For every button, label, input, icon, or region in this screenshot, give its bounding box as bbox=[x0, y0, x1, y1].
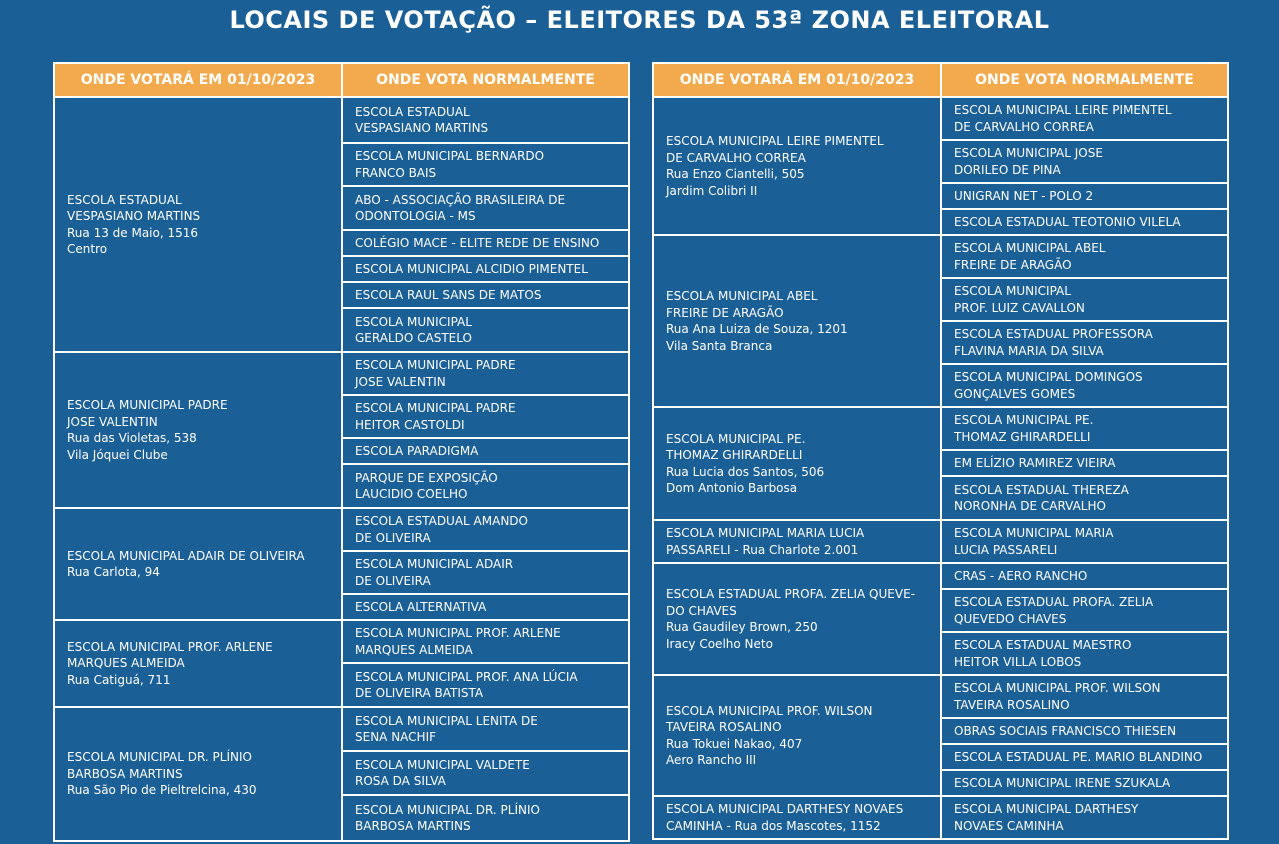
text-line: UNIGRAN NET - POLO 2 bbox=[954, 188, 1094, 203]
table-row bbox=[54, 508, 629, 551]
usual-location-cell bbox=[342, 464, 629, 508]
table-row bbox=[653, 563, 1228, 589]
text-line: DE OLIVEIRA BATISTA bbox=[355, 686, 484, 700]
header-where-vote: ONDE VOTARÁ EM 01/10/2023 bbox=[653, 63, 941, 97]
text-line: MARQUES ALMEIDA bbox=[67, 656, 185, 671]
usual-location-cell bbox=[342, 256, 629, 282]
text-line: ESCOLA MUNICIPAL BERNARDO bbox=[355, 149, 545, 163]
table-row bbox=[653, 235, 1228, 278]
table-body bbox=[54, 97, 629, 841]
usual-location-cell bbox=[342, 795, 629, 841]
usual-location-cell bbox=[342, 282, 629, 308]
text-line: NORONHA DE CARVALHO bbox=[954, 499, 1106, 513]
text-line: ESCOLA ESTADUAL bbox=[67, 192, 182, 207]
text-line: Centro bbox=[67, 242, 108, 256]
text-line: JOSE VALENTIN bbox=[67, 414, 158, 429]
text-line: ESCOLA MUNICIPAL DR. PLÍNIO bbox=[67, 750, 252, 765]
header-row bbox=[653, 63, 1228, 97]
text-line: BARBOSA MARTINS bbox=[355, 819, 471, 833]
usual-location-cell bbox=[941, 209, 1228, 235]
text-line: ESCOLA MUNICIPAL DR. PLÍNIO bbox=[355, 802, 540, 817]
text-line: ESCOLA MUNICIPAL bbox=[954, 284, 1071, 298]
text-line: ESCOLA PARADIGMA bbox=[355, 443, 479, 458]
table-row bbox=[54, 707, 629, 751]
text-line: ESCOLA MUNICIPAL ADAIR DE OLIVEIRA bbox=[67, 548, 305, 563]
text-line: ESCOLA ESTADUAL PROFESSORA bbox=[954, 327, 1153, 341]
text-line: ESCOLA MUNICIPAL PROF. WILSON bbox=[954, 681, 1161, 695]
text-line: ROSA DA SILVA bbox=[355, 774, 446, 788]
text-line: ESCOLA ESTADUAL PROFA. ZELIA QUEVE- bbox=[666, 587, 915, 601]
text-line: TAVEIRA ROSALINO bbox=[666, 720, 782, 734]
text-line: HEITOR VILLA LOBOS bbox=[954, 654, 1082, 669]
text-line: ESCOLA MUNICIPAL PADRE bbox=[355, 401, 516, 415]
text-line: ESCOLA MUNICIPAL DARTHESY bbox=[954, 802, 1139, 816]
voting-location-cell bbox=[653, 796, 941, 839]
text-line: ESCOLA MUNICIPAL DARTHESY NOVAES bbox=[666, 802, 904, 816]
usual-location-cell bbox=[941, 632, 1228, 675]
text-line: Aero Rancho III bbox=[666, 753, 757, 767]
usual-location-cell bbox=[941, 235, 1228, 278]
usual-location-cell bbox=[941, 589, 1228, 632]
text-line: SENA NACHIF bbox=[355, 730, 437, 744]
text-line: ESCOLA RAUL SANS DE MATOS bbox=[355, 287, 542, 302]
header-where-vote: ONDE VOTARÁ EM 01/10/2023 bbox=[54, 63, 342, 97]
text-line: ESCOLA ESTADUAL TEOTONIO VILELA bbox=[954, 214, 1181, 229]
text-line: THOMAZ GHIRARDELLI bbox=[666, 448, 803, 462]
voting-location-cell bbox=[54, 620, 342, 707]
usual-location-cell bbox=[342, 707, 629, 751]
text-line: GERALDO CASTELO bbox=[355, 331, 472, 345]
voting-location-cell bbox=[54, 97, 342, 352]
text-line: ESCOLA ESTADUAL MAESTRO bbox=[954, 638, 1132, 652]
text-line: Rua 13 de Maio, 1516 bbox=[67, 225, 199, 240]
text-line: DE OLIVEIRA bbox=[355, 530, 431, 545]
text-line: ESCOLA MUNICIPAL PADRE bbox=[355, 358, 516, 372]
text-line: ESCOLA MUNICIPAL MARIA bbox=[954, 526, 1114, 540]
usual-location-cell bbox=[342, 186, 629, 230]
table-row bbox=[54, 620, 629, 663]
text-line: DE OLIVEIRA bbox=[355, 573, 431, 588]
text-line: ESCOLA MUNICIPAL PADRE bbox=[67, 398, 228, 412]
voting-location-cell bbox=[653, 97, 941, 235]
text-line: VESPASIANO MARTINS bbox=[67, 209, 201, 223]
usual-location-cell bbox=[941, 718, 1228, 744]
text-line: JOSE VALENTIN bbox=[355, 374, 446, 389]
text-line: DE CARVALHO CORREA bbox=[666, 150, 806, 165]
text-line: ESCOLA MUNICIPAL ALCIDIO PIMENTEL bbox=[355, 261, 588, 276]
text-line: PROF. LUIZ CAVALLON bbox=[954, 300, 1085, 315]
text-line: ESCOLA MUNICIPAL IRENE SZUKALA bbox=[954, 775, 1171, 790]
voting-location-cell bbox=[653, 675, 941, 796]
usual-location-cell bbox=[342, 594, 629, 620]
usual-location-cell bbox=[941, 796, 1228, 839]
text-line: Rua Catiguá, 711 bbox=[67, 672, 171, 687]
text-line: FREIRE DE ARAGÃO bbox=[666, 305, 784, 320]
voting-location-cell bbox=[653, 563, 941, 675]
usual-location-cell bbox=[941, 97, 1228, 140]
usual-location-cell bbox=[941, 407, 1228, 450]
text-line: DE CARVALHO CORREA bbox=[954, 119, 1094, 134]
usual-location-cell bbox=[941, 770, 1228, 796]
usual-location-cell bbox=[342, 551, 629, 594]
text-line: LAUCIDIO COELHO bbox=[355, 487, 468, 501]
text-line: FLAVINA MARIA DA SILVA bbox=[954, 343, 1104, 358]
text-line: ESCOLA MUNICIPAL LENITA DE bbox=[355, 713, 538, 728]
usual-location-cell bbox=[941, 364, 1228, 407]
text-line: Rua Ana Luiza de Souza, 1201 bbox=[666, 322, 848, 336]
table-row bbox=[54, 97, 629, 143]
text-line: HEITOR CASTOLDI bbox=[355, 417, 465, 432]
voting-location-cell bbox=[54, 707, 342, 841]
text-line: Rua Enzo Ciantelli, 505 bbox=[666, 167, 805, 181]
text-line: ESCOLA MUNICIPAL DOMINGOS bbox=[954, 370, 1143, 384]
text-line: FREIRE DE ARAGÃO bbox=[954, 257, 1072, 272]
text-line: ESCOLA MUNICIPAL ABEL bbox=[666, 289, 818, 303]
text-line: Rua Tokuei Nakao, 407 bbox=[666, 736, 803, 751]
page-title: LOCAIS DE VOTAÇÃO – ELEITORES DA 53ª ZONA ELEITORAL bbox=[229, 6, 1050, 34]
text-line: TAVEIRA ROSALINO bbox=[954, 697, 1070, 712]
text-line: COLÉGIO MACE - ELITE REDE DE ENSINO bbox=[355, 235, 600, 250]
text-line: PASSARELI - Rua Charlote 2.001 bbox=[666, 542, 859, 557]
usual-location-cell bbox=[342, 230, 629, 256]
text-line: Vila Santa Branca bbox=[666, 338, 773, 353]
usual-location-cell bbox=[342, 143, 629, 186]
text-line: PARQUE DE EXPOSIÇÃO bbox=[355, 470, 498, 485]
text-line: CAMINHA - Rua dos Mascotes, 1152 bbox=[666, 818, 881, 833]
usual-location-cell bbox=[342, 438, 629, 464]
text-line: ODONTOLOGIA - MS bbox=[355, 209, 476, 223]
table-row bbox=[653, 796, 1228, 839]
header-row bbox=[54, 63, 629, 97]
header-normally: ONDE VOTA NORMALMENTE bbox=[342, 63, 629, 97]
usual-location-cell bbox=[342, 352, 629, 395]
text-line: FRANCO BAIS bbox=[355, 165, 437, 180]
usual-location-cell bbox=[941, 476, 1228, 520]
text-line: Dom Antonio Barbosa bbox=[666, 481, 798, 495]
text-line: DO CHAVES bbox=[666, 603, 737, 618]
text-line: Rua São Pio de Pieltrelcina, 430 bbox=[67, 783, 257, 798]
table-row bbox=[54, 352, 629, 395]
text-line: GONÇALVES GOMES bbox=[954, 386, 1076, 401]
text-line: ESCOLA ESTADUAL PROFA. ZELIA bbox=[954, 595, 1154, 609]
voting-table-right bbox=[652, 62, 1229, 840]
text-line: ESCOLA MUNICIPAL bbox=[355, 314, 472, 329]
voting-location-cell bbox=[54, 508, 342, 620]
table-row bbox=[653, 520, 1228, 563]
text-line: ESCOLA MUNICIPAL PROF. ARLENE bbox=[67, 639, 273, 654]
text-line: ESCOLA MUNICIPAL PE. bbox=[666, 431, 806, 446]
usual-location-cell bbox=[342, 508, 629, 551]
text-line: QUEVEDO CHAVES bbox=[954, 611, 1067, 626]
usual-location-cell bbox=[941, 675, 1228, 718]
text-line: ESCOLA MUNICIPAL PROF. ANA LÚCIA bbox=[355, 669, 578, 684]
text-line: ESCOLA MUNICIPAL PROF. WILSON bbox=[666, 703, 873, 718]
text-line: ESCOLA ALTERNATIVA bbox=[355, 599, 487, 614]
text-line: ESCOLA ESTADUAL PE. MARIO BLANDINO bbox=[954, 749, 1203, 764]
text-line: ESCOLA MUNICIPAL VALDETE bbox=[355, 757, 530, 772]
text-line: ESCOLA MUNICIPAL PROF. ARLENE bbox=[355, 626, 561, 640]
text-line: ESCOLA ESTADUAL AMANDO bbox=[355, 514, 528, 528]
text-line: ESCOLA MUNICIPAL JOSE bbox=[954, 146, 1103, 160]
text-line: Iracy Coelho Neto bbox=[666, 636, 773, 651]
usual-location-cell bbox=[342, 395, 629, 438]
usual-location-cell bbox=[342, 663, 629, 707]
usual-location-cell bbox=[342, 751, 629, 795]
text-line: ESCOLA MUNICIPAL PE. bbox=[954, 413, 1094, 427]
usual-location-cell bbox=[941, 563, 1228, 589]
usual-location-cell bbox=[941, 140, 1228, 183]
usual-location-cell bbox=[941, 183, 1228, 209]
text-line: LUCIA PASSARELI bbox=[954, 542, 1058, 557]
header-normally: ONDE VOTA NORMALMENTE bbox=[941, 63, 1228, 97]
text-line: BARBOSA MARTINS bbox=[67, 766, 183, 781]
text-line: ESCOLA ESTADUAL bbox=[355, 104, 470, 119]
usual-location-cell bbox=[342, 620, 629, 663]
usual-location-cell bbox=[941, 278, 1228, 321]
text-line: Rua das Violetas, 538 bbox=[67, 431, 197, 445]
voting-table-left bbox=[53, 62, 630, 842]
voting-location-cell bbox=[54, 352, 342, 508]
text-line: MARQUES ALMEIDA bbox=[355, 642, 473, 657]
text-line: ESCOLA MUNICIPAL MARIA LUCIA bbox=[666, 526, 865, 540]
text-line: NOVAES CAMINHA bbox=[954, 818, 1064, 833]
usual-location-cell bbox=[342, 97, 629, 143]
usual-location-cell bbox=[941, 744, 1228, 770]
text-line: CRAS - AERO RANCHO bbox=[954, 568, 1088, 583]
usual-location-cell bbox=[342, 308, 629, 352]
usual-location-cell bbox=[941, 321, 1228, 364]
table-row bbox=[653, 407, 1228, 450]
text-line: OBRAS SOCIAIS FRANCISCO THIESEN bbox=[954, 723, 1177, 738]
usual-location-cell bbox=[941, 520, 1228, 563]
text-line: ESCOLA MUNICIPAL ADAIR bbox=[355, 557, 514, 571]
text-line: Rua Gaudiley Brown, 250 bbox=[666, 620, 818, 634]
voting-location-cell bbox=[653, 235, 941, 407]
text-line: THOMAZ GHIRARDELLI bbox=[954, 429, 1091, 444]
text-line: ESCOLA MUNICIPAL LEIRE PIMENTEL bbox=[954, 103, 1172, 117]
voting-location-cell bbox=[653, 520, 941, 563]
voting-location-cell bbox=[653, 407, 941, 520]
text-line: VESPASIANO MARTINS bbox=[355, 121, 489, 135]
text-line: DORILEO DE PINA bbox=[954, 162, 1061, 177]
text-line: EM ELÍZIO RAMIREZ VIEIRA bbox=[954, 455, 1116, 470]
text-line: ESCOLA ESTADUAL THEREZA bbox=[954, 482, 1129, 497]
text-line: Rua Carlota, 94 bbox=[67, 565, 160, 579]
text-line: ESCOLA MUNICIPAL ABEL bbox=[954, 241, 1106, 255]
usual-location-cell bbox=[941, 450, 1228, 476]
text-line: Vila Jóquei Clube bbox=[67, 447, 168, 462]
table-body bbox=[653, 97, 1228, 839]
table-row bbox=[653, 675, 1228, 718]
table-row bbox=[653, 97, 1228, 140]
text-line: Jardim Colibri II bbox=[666, 183, 758, 198]
text-line: ESCOLA MUNICIPAL LEIRE PIMENTEL bbox=[666, 134, 884, 148]
text-line: Rua Lucia dos Santos, 506 bbox=[666, 464, 825, 479]
text-line: ABO - ASSOCIAÇÃO BRASILEIRA DE bbox=[355, 192, 566, 207]
